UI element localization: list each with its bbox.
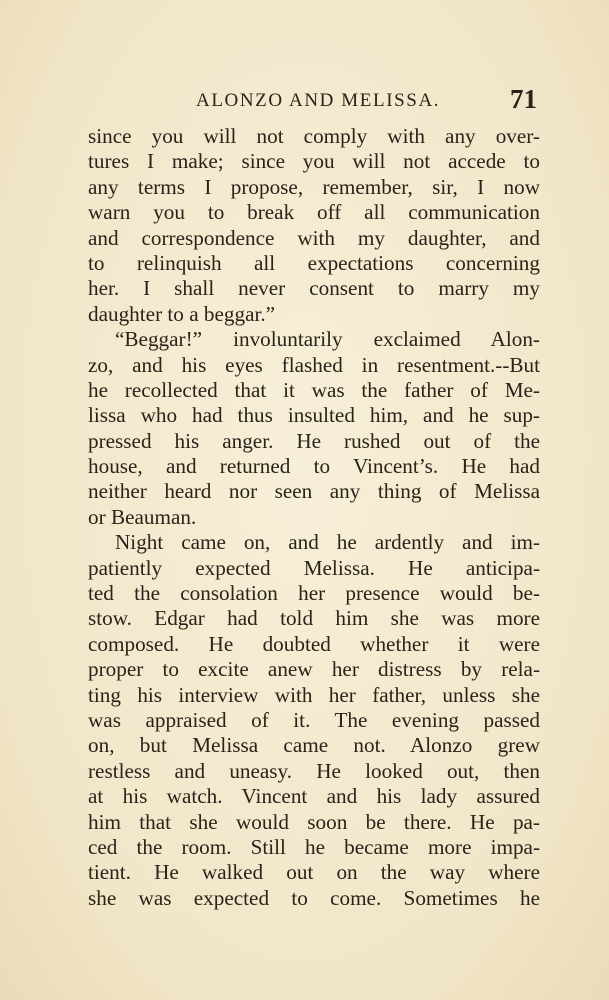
page-number: 71 [510, 84, 537, 114]
text-line: ted the consolation her presence would be- [88, 581, 540, 606]
text-line: tient. He walked out on the way where [88, 860, 540, 885]
text-line: was appraised of it. The evening passed [88, 707, 540, 732]
running-title: ALONZO AND MELISSA. [196, 90, 441, 111]
text-line: stow. Edgar had told him she was more [88, 606, 540, 631]
text-line: her. I shall never consent to marry my [88, 276, 540, 301]
page-header [0, 86, 609, 116]
text-line: tures I make; since you will not accede to [88, 149, 540, 174]
text-line: on, but Melissa came not. Alonzo grew [88, 733, 540, 758]
text-line: zo, and his eyes flashed in resentment.--But [88, 352, 540, 377]
text-line: and correspondence with my daughter, and [88, 225, 540, 250]
text-line: Night came on, and he ardently and im- [115, 530, 540, 555]
text-line: proper to excite anew her distress by rela- [88, 657, 540, 682]
text-line: house, and returned to Vincent’s. He had [88, 454, 540, 479]
text-line: restless and uneasy. He looked out, then [88, 758, 540, 783]
text-line: daughter to a beggar.” [88, 301, 276, 326]
body-text [88, 124, 540, 911]
text-line: neither heard nor seen any thing of Melissa [88, 479, 540, 504]
text-line: he recollected that it was the father of Me- [88, 377, 540, 402]
text-line: pressed his anger. He rushed out of the [88, 428, 540, 453]
text-line: composed. He doubted whether it were [88, 631, 540, 656]
text-line: to relinquish all expectations concerning [88, 250, 540, 275]
text-line: “Beggar!” involuntarily exclaimed Alon- [115, 327, 540, 352]
text-line: or Beauman. [88, 504, 197, 529]
text-line: ced the room. Still he became more impa- [88, 834, 540, 859]
text-line: she was expected to come. Sometimes he [88, 885, 540, 910]
text-line: since you will not comply with any over- [88, 124, 540, 148]
text-line: lissa who had thus insulted him, and he sup- [88, 403, 540, 428]
text-line: at his watch. Vincent and his lady assured [88, 784, 540, 809]
text-line: him that she would soon be there. He pa- [88, 809, 540, 834]
text-line: ting his interview with her father, unless she [88, 682, 540, 707]
text-line: patiently expected Melissa. He anticipa- [88, 555, 540, 580]
text-line: warn you to break off all communication [88, 200, 540, 225]
text-line: any terms I propose, remember, sir, I now [88, 174, 540, 199]
